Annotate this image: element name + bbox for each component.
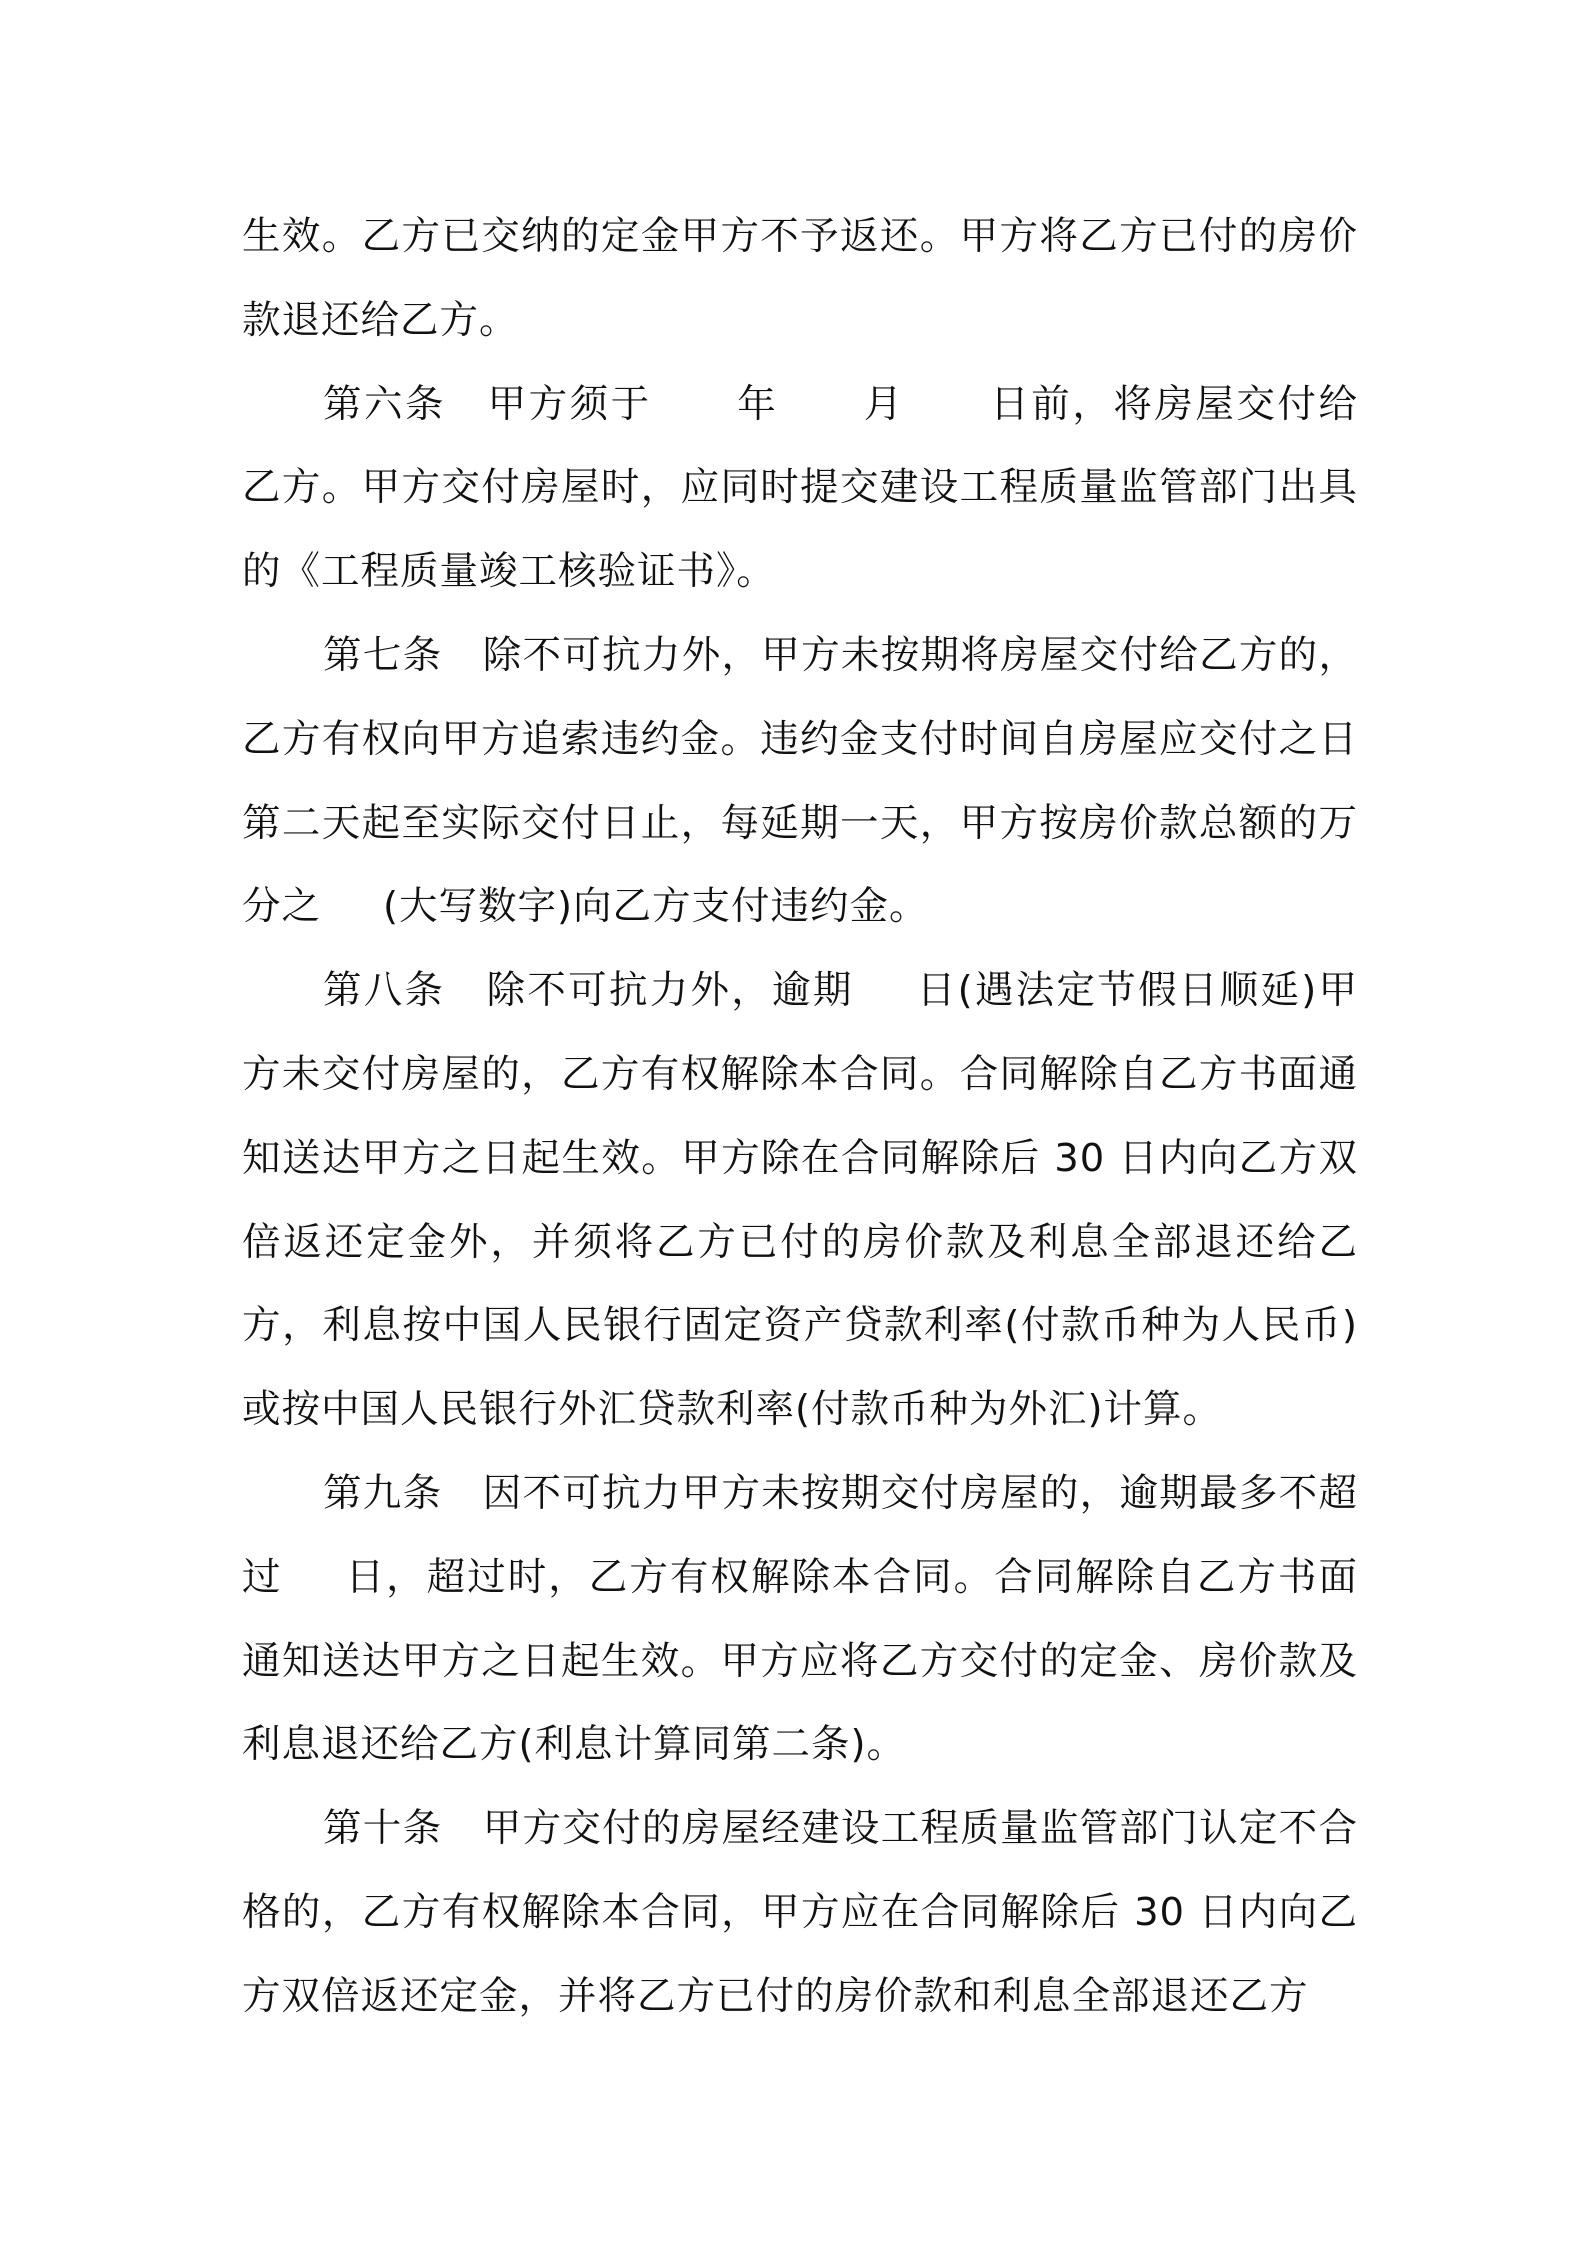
paragraph-text: 日，超过时，乙方有权解除本合同。合同解除自乙方书面通知送达甲方之日起生效。甲方应将乙方交付的定金、房价款及利息退还给乙方(利息计算同第二条)。 (242, 1554, 1358, 1768)
paragraph-text: 日前，将房屋交付给乙方。甲方交付房屋时，应同时提交建设工程质量监管部门出具的《工程质量竣工核验证书》。 (242, 381, 1358, 595)
contract-paragraph (242, 949, 1358, 1452)
paragraph-text: 日(遇法定节假日顺延)甲方未交付房屋的，乙方有权解除本合同。合同解除自乙方书面通知送达甲方之日起生效。甲方除在合同解除后 30 日内向乙方双倍返还定金外，并须将乙方已付的房价款及利息全部退还给乙方，利息按中国人民银行固定资产贷款利率(付款币种为人民币)或按中国人民银行外汇贷款利率(付款币种为外汇)计算。 (242, 968, 1358, 1433)
paragraph-text: 第八条 (323, 968, 446, 1014)
contract-paragraph (242, 363, 1358, 614)
paragraph-text: 生效。乙方已交纳的定金甲方不予返还。甲方将乙方已付的房价款退还给乙方。 (242, 214, 1358, 343)
contract-paragraph (242, 614, 1358, 949)
paragraph-text: 除不可抗力外，逾期 (485, 968, 854, 1014)
paragraph-text: 第九条 (323, 1470, 443, 1516)
contract-paragraph (242, 195, 1358, 363)
paragraph-text: 除不可抗力外，甲方未按期将房屋交付给乙方的，乙方有权向甲方追索违约金。违约金支付时间自房屋应交付之日第二天起至实际交付日止，每延期一天，甲方按房价款总额的万分之 (242, 632, 1358, 930)
paragraph-text: 月 (862, 381, 905, 427)
paragraph-text: 甲方须于 (486, 381, 652, 427)
paragraph-text: (大写数字)向乙方支付违约金。 (383, 884, 929, 930)
paragraph-text: 甲方交付的房屋经建设工程质量监管部门认定不合格的，乙方有权解除本合同，甲方应在合同解除后 30 日内向乙方双倍返还定金，并将乙方已付的房价款和利息全部退还乙方 (242, 1806, 1358, 2019)
paragraph-text: 第十条 (323, 1806, 443, 1852)
paragraph-text: 年 (735, 381, 779, 427)
paragraph-text: 因不可抗力甲方未按期交付房屋的，逾期最多不超过 (242, 1470, 1358, 1600)
contract-text-body (242, 195, 1358, 2039)
contract-paragraph (242, 1452, 1358, 1787)
paragraph-text: 第六条 (323, 381, 447, 427)
paragraph-text: 第七条 (323, 632, 443, 678)
contract-paragraph (242, 1787, 1358, 2038)
